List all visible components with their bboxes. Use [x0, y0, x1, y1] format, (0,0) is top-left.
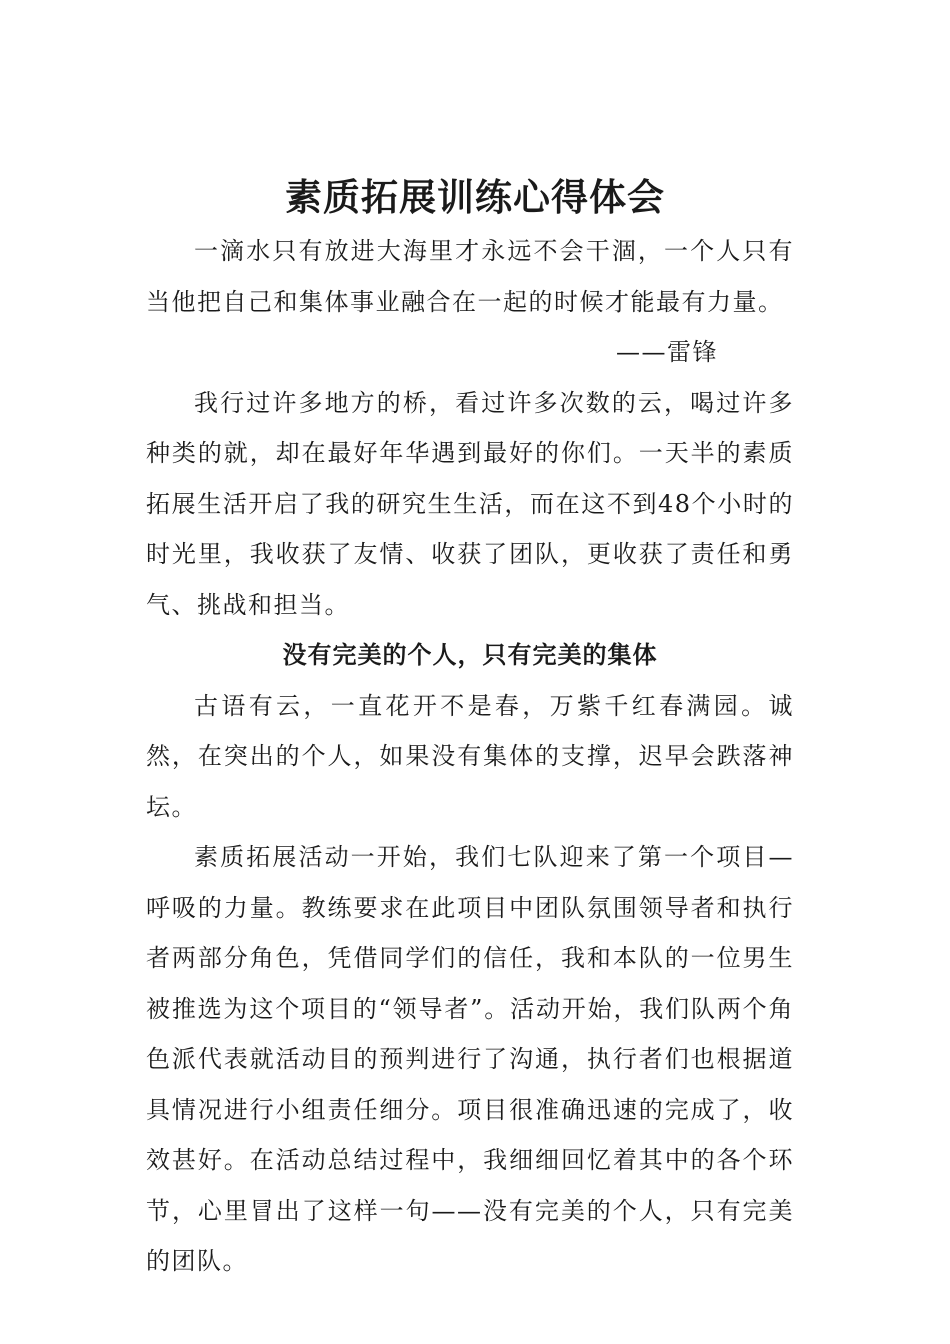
document-title: 素质拓展训练心得体会	[285, 174, 665, 219]
section-paragraph-2: 素质拓展活动一开始，我们七队迎来了第一个项目—呼吸的力量。教练要求在此项目中团队氛围领导者和执行者两部分角色，凭借同学们的信任，我和本队的一位男生被推选为这个项目的“领导者”。活动开始，我们队两个角色派代表就活动目的预判进行了沟通，执行者们也根据道具情况进行小组责任细分。项目很准确迅速的完成了，收效甚好。在活动总结过程中，我细细回忆着其中的各个环节，心里冒出了这样一句——没有完美的个人，只有完美的团队。	[146, 843, 794, 1275]
intro-paragraph: 我行过许多地方的桥，看过许多次数的云，喝过许多种类的就，却在最好年华遇到最好的你们。一天半的素质拓展生活开启了我的研究生生活，而在这不到48个小时的时光里，我收获了友情、收获了团队，更收获了责任和勇气、挑战和担当。	[146, 388, 794, 619]
section-heading: 没有完美的个人，只有完美的集体	[282, 640, 658, 669]
section-paragraph-1: 古语有云，一直花开不是春，万紫千红春满园。诚然，在突出的个人，如果没有集体的支撑，迟早会跌落神坛。	[146, 691, 794, 821]
quote-paragraph: 一滴水只有放进大海里才永远不会干涸，一个人只有当他把自己和集体事业融合在一起的时候才能最有力量。	[146, 237, 794, 316]
document-body	[146, 226, 794, 1287]
quote-attribution: ——雷锋	[616, 338, 718, 366]
